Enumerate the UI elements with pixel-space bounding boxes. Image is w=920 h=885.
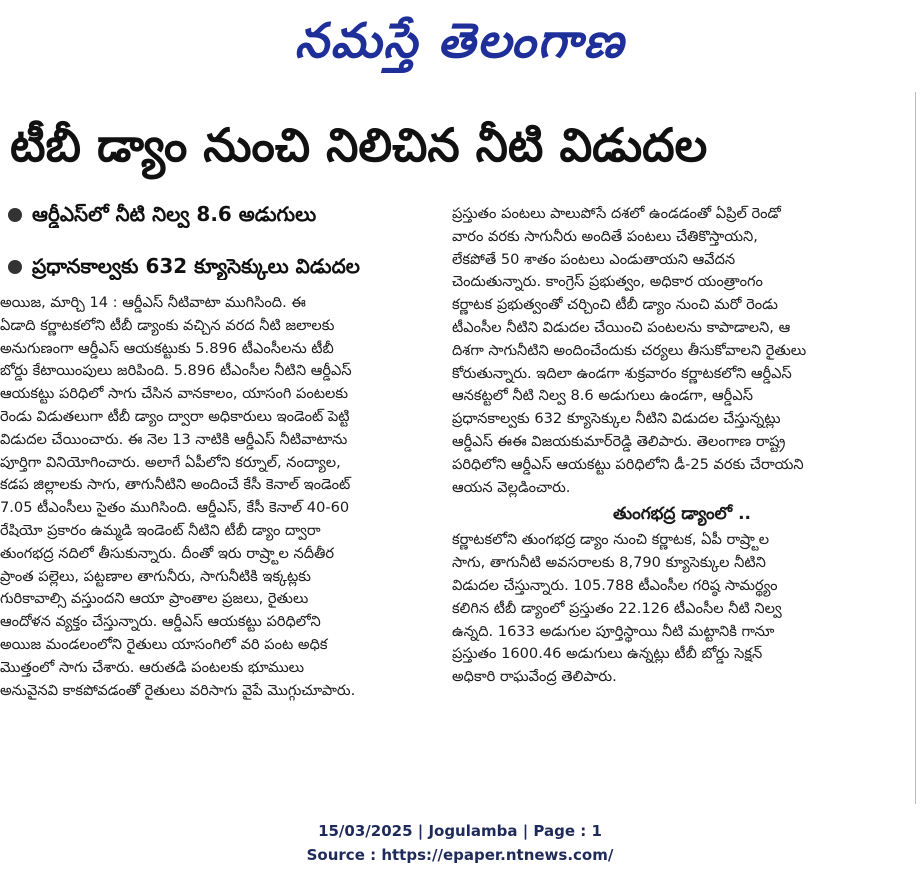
right-column-line: సాగు, తాగునీటి అవసరాలకు 8,790 క్యూసెక్కుల నీటిని bbox=[452, 554, 766, 572]
left-column-line: కడప జిల్లాలకు సాగు, తాగునీటిని అందించే కేసీ కెనాల్ ఇండెంట్ bbox=[0, 476, 351, 494]
right-column-line: ప్రస్తుతం 1600.46 అడుగులు ఉన్నట్లు టీబీ బోర్డు సెక్షన్ bbox=[452, 645, 763, 663]
footer-source: Source : https://epaper.ntnews.com/ bbox=[306, 846, 614, 864]
left-column-line: ప్రాంత పల్లెలు, పట్టణాల తాగునీరు, సాగునీటికి ఇక్కట్లకు bbox=[0, 567, 311, 585]
left-column-line: తుంగభద్ర నదిలో తీసుకున్నారు. దీంతో ఇరు రాష్ర్టాల నదీతీర bbox=[0, 544, 335, 562]
left-column-line: విడుదల చేయించారు. ఈ నెల 13 నాటికి ఆర్డీఎస్ నీటివాటాను bbox=[0, 430, 348, 448]
right-column-line: ఆనకట్టలో నీటి నిల్వ 8.6 అడుగులు ఉండగా, ఆర్డీఎస్ bbox=[452, 387, 753, 405]
left-column bbox=[0, 292, 432, 796]
article-headline: టీబీ డ్యాం నుంచి నిలిచిన నీటి విడుదల bbox=[10, 118, 708, 172]
right-column-line: చెందుతున్నారు. కాంగ్రెస్ ప్రభుత్వం, అధికార యంత్రాంగం bbox=[452, 273, 763, 291]
footer-date-edition: 15/03/2025 | Jogulamba | Page : 1 bbox=[318, 822, 602, 840]
right-column-line: టీఎంసీల నీటిని విడుదల చేయించి పంటలను కాపాడాలని, ఆ bbox=[452, 318, 791, 336]
right-column-line: విడుదల చేస్తున్నారు. 105.788 టీఎంసీల గరిష్ఠ సామర్థ్యం bbox=[452, 576, 778, 594]
left-column-line: మొత్తంలో సాగు చేశారు. ఆరుతడి పంటలకు భూములు bbox=[0, 658, 305, 676]
left-column-line: అనువైనవి కాకపోవడంతో రైతులు వరిసాగు వైపే మొగ్గుచూపారు. bbox=[0, 681, 356, 699]
right-column-line: ప్రస్తుతం పంటలు పాలుపోసే దశలో ఉండడంతో ఏప్రిల్ రెండో bbox=[452, 205, 781, 222]
left-column-line: 7.05 టీఎంసీలు సైతం ముగిసింది. ఆర్డీఎస్, కేసీ కెనాల్ 40-60 bbox=[0, 499, 350, 517]
right-column-line: ఉన్నది. 1633 అడుగుల పూర్తిస్థాయి నీటి మట్టానికి గానూ bbox=[452, 622, 775, 640]
right-column-line: ఆర్డీఎస్ ఈఈ విజయకుమార్‌రెడ్డి తెలిపారు. తెలంగాణ రాష్ట్ర bbox=[452, 432, 786, 450]
right-column-line: అధికారి రాఘవేంద్ర తెలిపారు. bbox=[452, 668, 617, 686]
right-column bbox=[452, 203, 912, 801]
right-column-line: కర్ణాటక ప్రభుత్వంతో చర్చించి టీబీ డ్యాం నుంచి మరో రెండు bbox=[452, 296, 778, 314]
right-column-line: కలిగిన టీబీ డ్యాంలో ప్రస్తుతం 22.126 టీఎంసీల నీటి నిల్వ bbox=[452, 599, 782, 617]
left-column-line: అయిజ, మార్చి 14 : ఆర్డీఎస్ నీటివాటా ముగిసింది. ఈ bbox=[0, 294, 306, 311]
left-column-line: అయిజ మండలంలోని రైతులు యాసంగిలో వరి పంట అధిక bbox=[0, 635, 328, 653]
news-clipping bbox=[0, 92, 916, 804]
subheading-2 bbox=[8, 252, 438, 280]
bullet-icon bbox=[8, 260, 22, 274]
left-column-line: ఆయకట్టు పరిధిలో సాగు చేసిన వానకాలం, యాసంగి పంటలకు bbox=[0, 385, 349, 403]
right-column-line: వారం వరకు సాగునీరు అందితే పంటలు చేతికొస్తాయని, bbox=[452, 227, 758, 245]
subheading-1 bbox=[8, 200, 438, 228]
newspaper-masthead: నమస్తే తెలంగాణ bbox=[294, 13, 626, 69]
right-column-line: లేకపోతే 50 శాతం పంటలు ఎండుతాయని ఆవేదన bbox=[452, 250, 736, 268]
section-subheading: తుంగభద్ర డ్యాంలో .. bbox=[612, 504, 751, 525]
left-column-line: ఆందోళన వ్యక్తం చేస్తున్నారు. ఆర్డీఎస్ ఆయకట్టు పరిధిలోని bbox=[0, 613, 321, 631]
right-column-line: ఆయన వెల్లడించారు. bbox=[452, 478, 571, 496]
left-column-line: రేషియో ప్రకారం ఉమ్మడి ఇండెంట్ నీటిని టీబీ డ్యాం ద్వారా bbox=[0, 521, 321, 539]
left-column-line: రెండు విడుతలుగా టీబీ డ్యాం ద్వారా అధికారులు ఇండెంట్ పెట్టి bbox=[0, 407, 350, 425]
left-column-line: పూర్తిగా వినియోగించారు. అలాగే ఏపీలోని కర్నూల్, నంద్యాల, bbox=[0, 453, 341, 471]
right-column-line: కోరుతున్నారు. ఇదిలా ఉండగా శుక్రవారం కర్ణాటకలోని ఆర్డీఎస్ bbox=[452, 364, 792, 382]
right-column-line: ప్రధానకాల్వకు 632 క్యూసెక్కుల నీటిని విడుదల చేస్తున్నట్లు bbox=[452, 410, 781, 428]
right-column-line: దిశగా సాగునీటిని అందించేందుకు చర్యలు తీసుకోవాలని రైతులు bbox=[452, 341, 807, 359]
bullet-icon bbox=[8, 208, 22, 222]
left-column-line: బోర్డు కేటాయింపులు జరిపింది. 5.896 టీఎంసీల నీటిని ఆర్డీఎస్ bbox=[0, 362, 352, 380]
right-column-line: కర్ణాటకలోని తుంగభద్ర డ్యాం నుంచి కర్ణాటక, ఏపీ రాష్ర్టాల bbox=[452, 531, 770, 549]
left-column-line: ఏడాది కర్ణాటకలోని టీబీ డ్యాంకు వచ్చిన వరద నీటి జలాలకు bbox=[0, 316, 335, 334]
left-column-line: అనుగుణంగా ఆర్డీఎస్ ఆయకట్టుకు 5.896 టీఎంసీలను టీబీ bbox=[0, 339, 334, 357]
subheading-1-text: ఆర్డీఎస్‌లో నీటి నిల్వ 8.6 అడుగులు bbox=[32, 202, 317, 226]
subheading-2-text: ప్రధానకాల్వకు 632 క్యూసెక్కులు విడుదల bbox=[32, 254, 360, 278]
left-column-line: గురికావాల్సి వస్తుందని ఆయా ప్రాంతాల ప్రజలు, రైతులు bbox=[0, 590, 309, 608]
right-column-line: పరిధిలోని ఆర్డీఎస్ ఆయకట్టు పరిధిలోని డీ-25 వరకు చేరాయని bbox=[452, 455, 804, 473]
